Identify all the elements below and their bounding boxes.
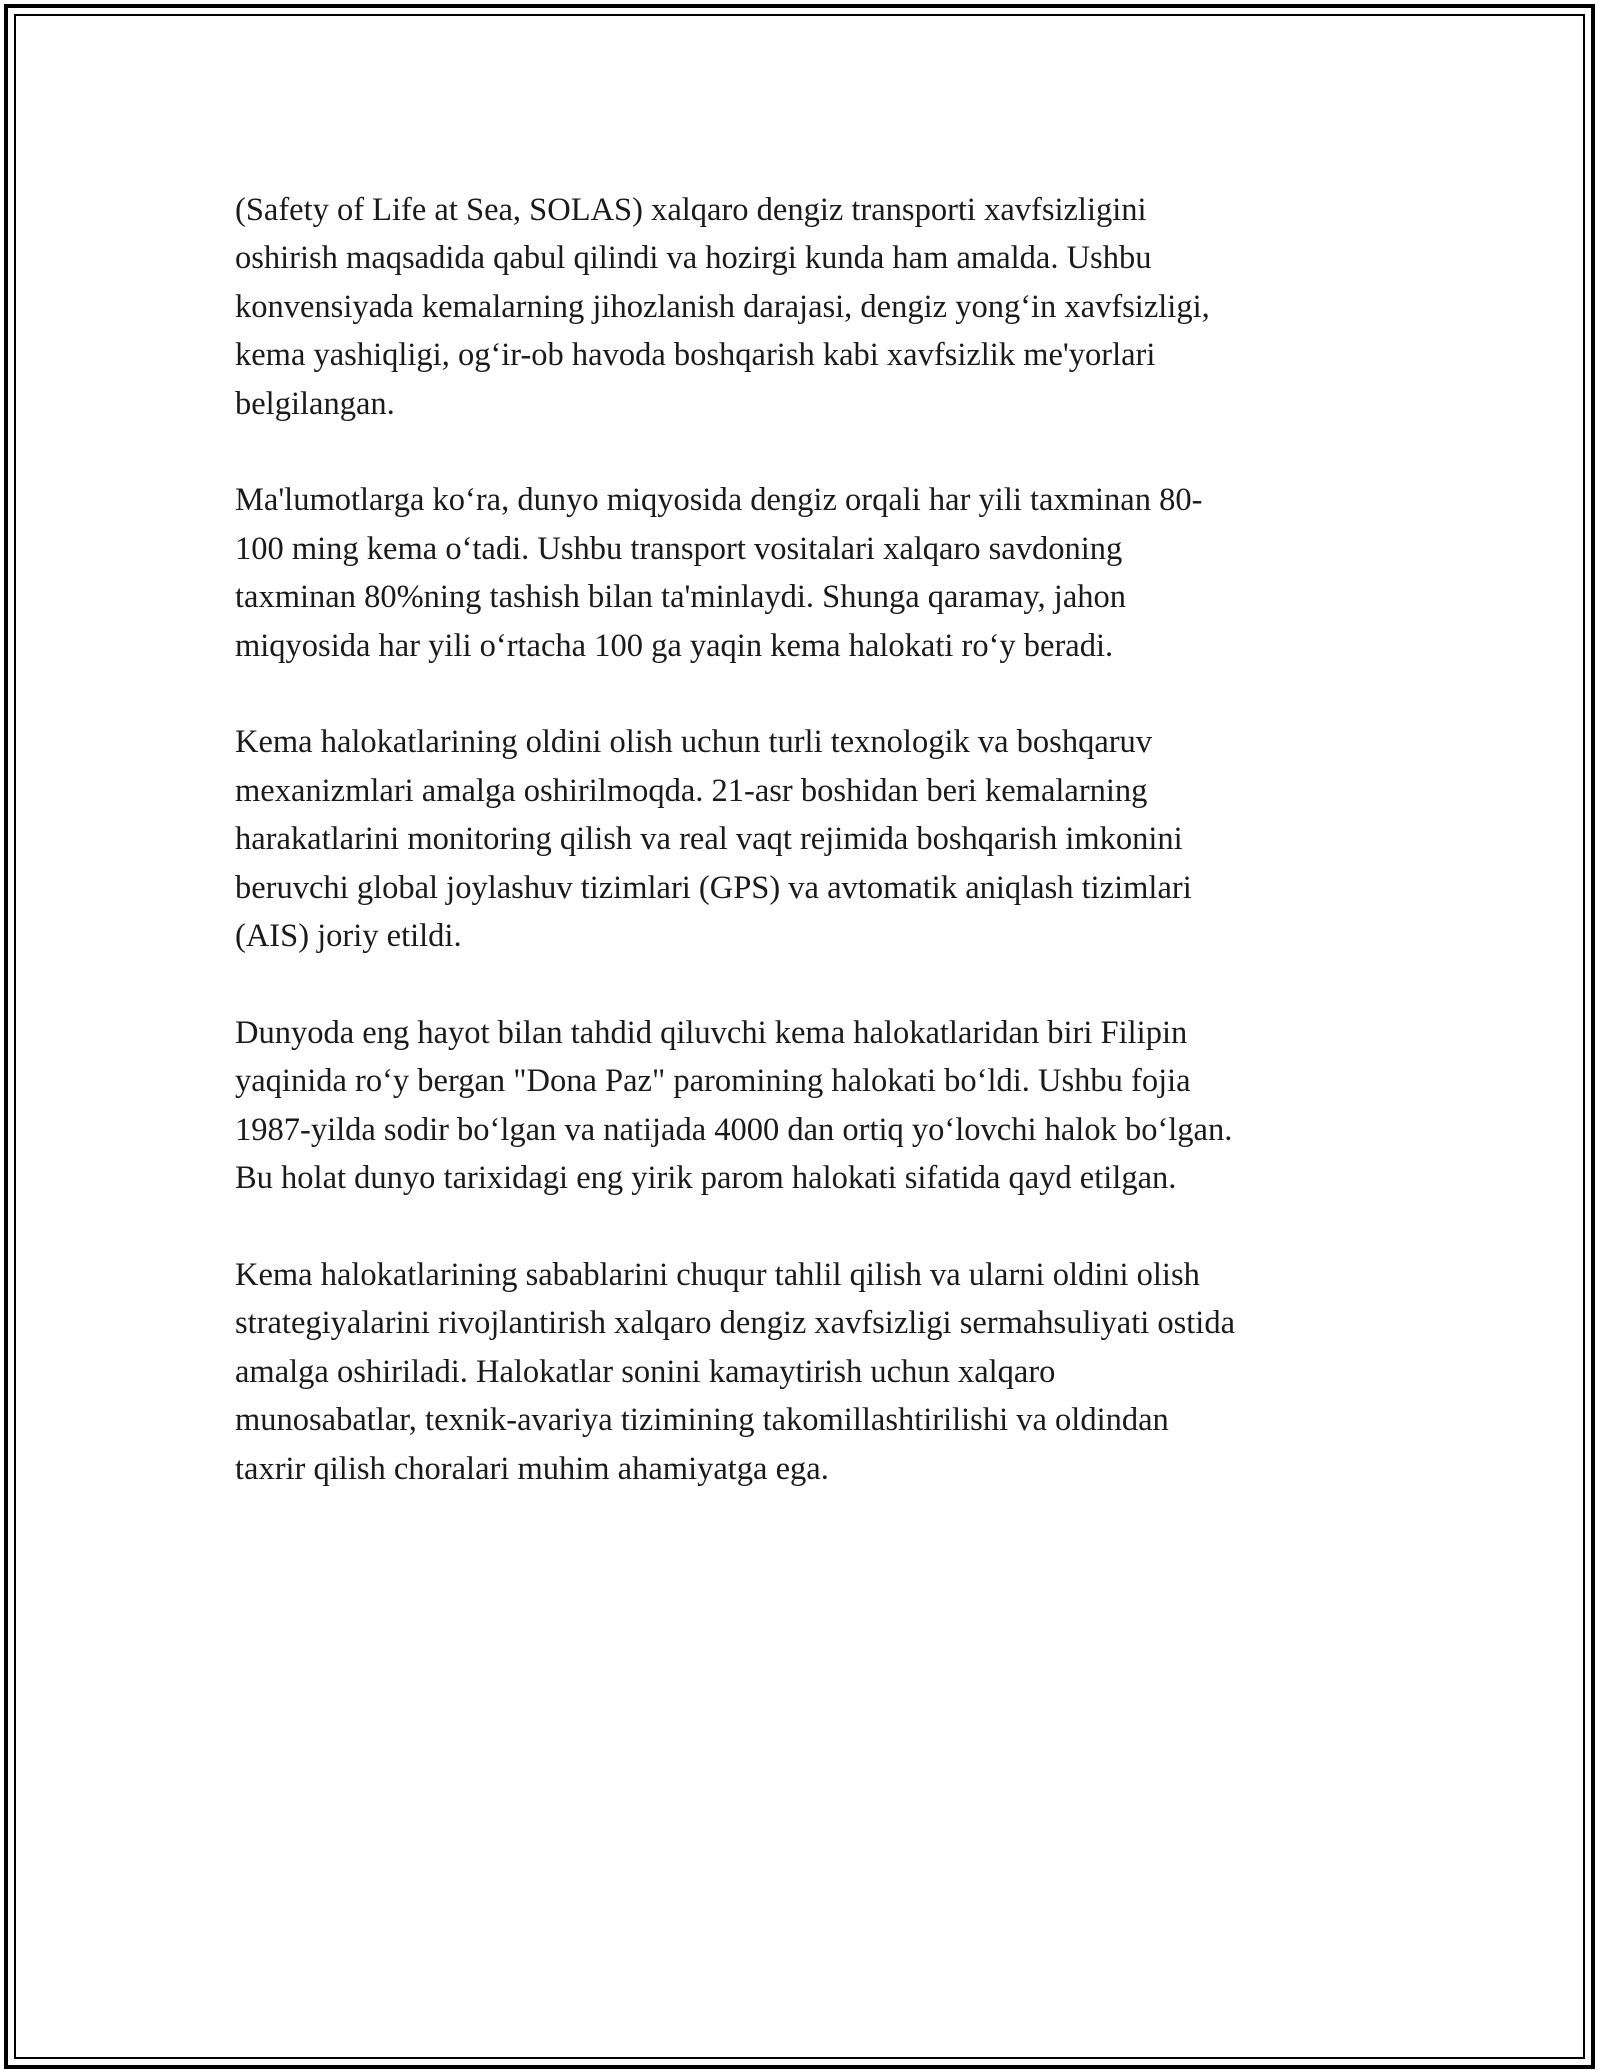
- text-line: yaqinida ro‘y bergan "Dona Paz" paromining halokati bo‘ldi. Ushbu fojia: [235, 1063, 1191, 1100]
- text-line: amalga oshiriladi. Halokatlar sonini kamaytirish uchun xalqaro: [235, 1353, 1056, 1390]
- text-line: Ma'lumotlarga ko‘ra, dunyo miqyosida dengiz orqali har yili taxminan 80-: [235, 482, 1203, 519]
- text-line: Kema halokatlarining sabablarini chuqur tahlil qilish va ularni oldini olish: [235, 1256, 1200, 1293]
- text-line: konvensiyada kemalarning jihozlanish darajasi, dengiz yong‘in xavfsizligi,: [235, 288, 1210, 325]
- text-line: taxrir qilish choralari muhim ahamiyatga ega.: [235, 1450, 829, 1487]
- text-line: Kema halokatlarining oldini olish uchun turli texnologik va boshqaruv: [235, 724, 1153, 761]
- text-line: strategiyalarini rivojlantirish xalqaro dengiz xavfsizligi sermahsuliyati ostida: [235, 1305, 1236, 1342]
- text-line: munosabatlar, texnik-avariya tizimining takomillashtirilishi va oldindan: [235, 1402, 1169, 1439]
- paragraph-statistics: [235, 476, 1385, 670]
- text-line: 100 ming kema o‘tadi. Ushbu transport vositalari xalqaro savdoning: [235, 530, 1123, 567]
- text-line: Bu holat dunyo tarixidagi eng yirik parom halokati sifatida qayd etilgan.: [235, 1160, 1177, 1197]
- text-line: (Safety of Life at Sea, SOLAS) xalqaro dengiz transporti xavfsizligini: [235, 192, 1147, 228]
- text-line: (AIS) joriy etildi.: [235, 918, 462, 955]
- text-line: harakatlarini monitoring qilish va real vaqt rejimida boshqarish imkonini: [235, 821, 1183, 858]
- paragraph-dona-paz: [235, 1009, 1385, 1203]
- document-body: [235, 186, 1385, 1493]
- text-line: 1987-yilda sodir bo‘lgan va natijada 4000 dan ortiq yo‘lovchi halok bo‘lgan.: [235, 1111, 1233, 1148]
- text-line: miqyosida har yili o‘rtacha 100 ga yaqin kema halokati ro‘y beradi.: [235, 627, 1114, 664]
- paragraph-technology: [235, 718, 1385, 960]
- paragraph-solas: [235, 186, 1385, 428]
- text-line: beruvchi global joylashuv tizimlari (GPS) va avtomatik aniqlash tizimlari: [235, 869, 1192, 906]
- text-line: mexanizmlari amalga oshirilmoqda. 21-asr boshidan beri kemalarning: [235, 772, 1148, 809]
- text-line: oshirish maqsadida qabul qilindi va hozirgi kunda ham amalda. Ushbu: [235, 240, 1152, 277]
- paragraph-conclusion: [235, 1251, 1385, 1493]
- text-line: Dunyoda eng hayot bilan tahdid qiluvchi kema halokatlaridan biri Filipin: [235, 1014, 1188, 1051]
- text-line: kema yashiqligi, og‘ir-ob havoda boshqarish kabi xavfsizlik me'yorlari: [235, 337, 1156, 374]
- text-line: belgilangan.: [235, 385, 395, 422]
- text-line: taxminan 80%ning tashish bilan ta'minlaydi. Shunga qaramay, jahon: [235, 579, 1127, 616]
